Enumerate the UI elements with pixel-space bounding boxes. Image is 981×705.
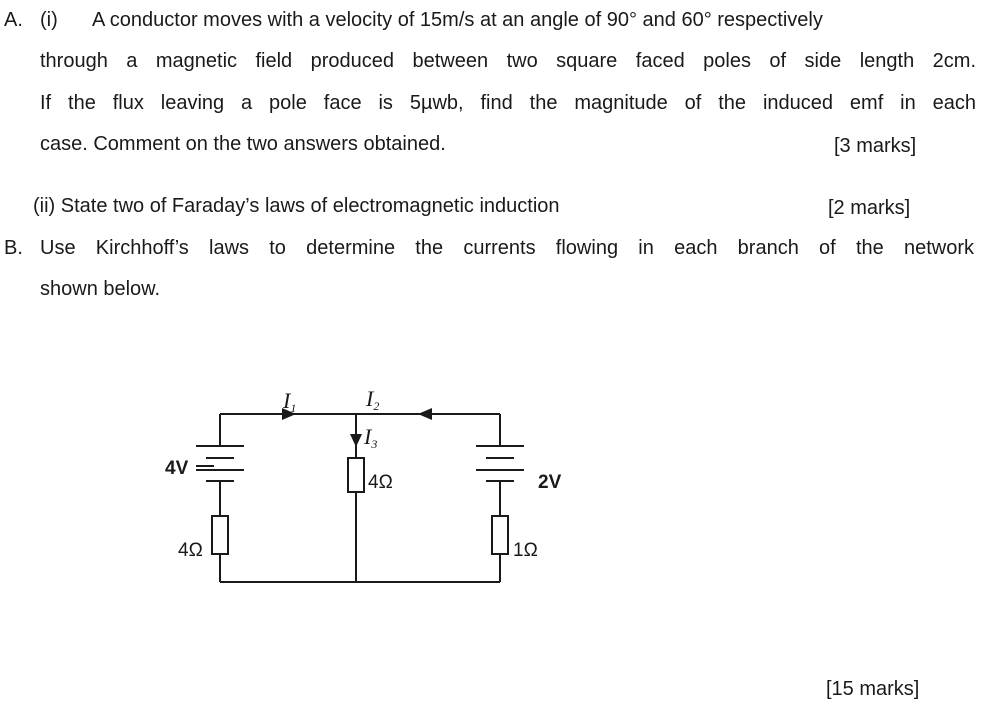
question-a-i-line1: A conductor moves with a velocity of 15m/s at an angle of 90° and 60° respectively xyxy=(92,9,823,31)
right-resistor-symbol xyxy=(492,516,508,554)
question-a-i-marks: [3 marks] xyxy=(834,135,917,157)
middle-resistor-label: 4Ω xyxy=(368,472,393,493)
left-resistor-symbol xyxy=(212,516,228,554)
question-a-ii-text: (ii) State two of Faraday’s laws of electromagnetic induction xyxy=(33,195,560,217)
question-a-i-line3: If the flux leaving a pole face is 5µwb, find the magnitude of the induced emf in each xyxy=(40,92,976,114)
question-a-i-line2: through a magnetic field produced between two square faced poles of side length 2cm. xyxy=(40,50,976,72)
left-source-voltage-label: 4V xyxy=(165,458,189,479)
question-b-marks: [15 marks] xyxy=(826,678,920,700)
right-battery xyxy=(476,446,524,481)
question-a-ii-marks: [2 marks] xyxy=(828,197,911,219)
question-a-label: A. xyxy=(4,9,23,31)
left-battery xyxy=(196,446,244,481)
question-b-line2: shown below. xyxy=(40,278,161,300)
left-resistor-label: 4Ω xyxy=(178,540,203,561)
label-i1: I1 xyxy=(283,388,297,415)
question-b-line1: Use Kirchhoff’s laws to determine the currents flowing in each branch of the network xyxy=(40,237,974,259)
arrow-i2 xyxy=(418,408,432,420)
question-a-i-label: (i) xyxy=(40,9,58,31)
question-b-label: B. xyxy=(4,237,23,259)
middle-resistor-symbol xyxy=(348,458,364,492)
question-a-i-line4: case. Comment on the two answers obtained. xyxy=(40,133,446,155)
label-i2: I2 xyxy=(366,386,380,413)
right-resistor-label: 1Ω xyxy=(513,540,538,561)
right-source-voltage-label: 2V xyxy=(538,472,562,493)
arrow-i3 xyxy=(350,434,362,447)
label-i3: I3 xyxy=(364,424,378,451)
circuit-wires xyxy=(220,414,500,582)
